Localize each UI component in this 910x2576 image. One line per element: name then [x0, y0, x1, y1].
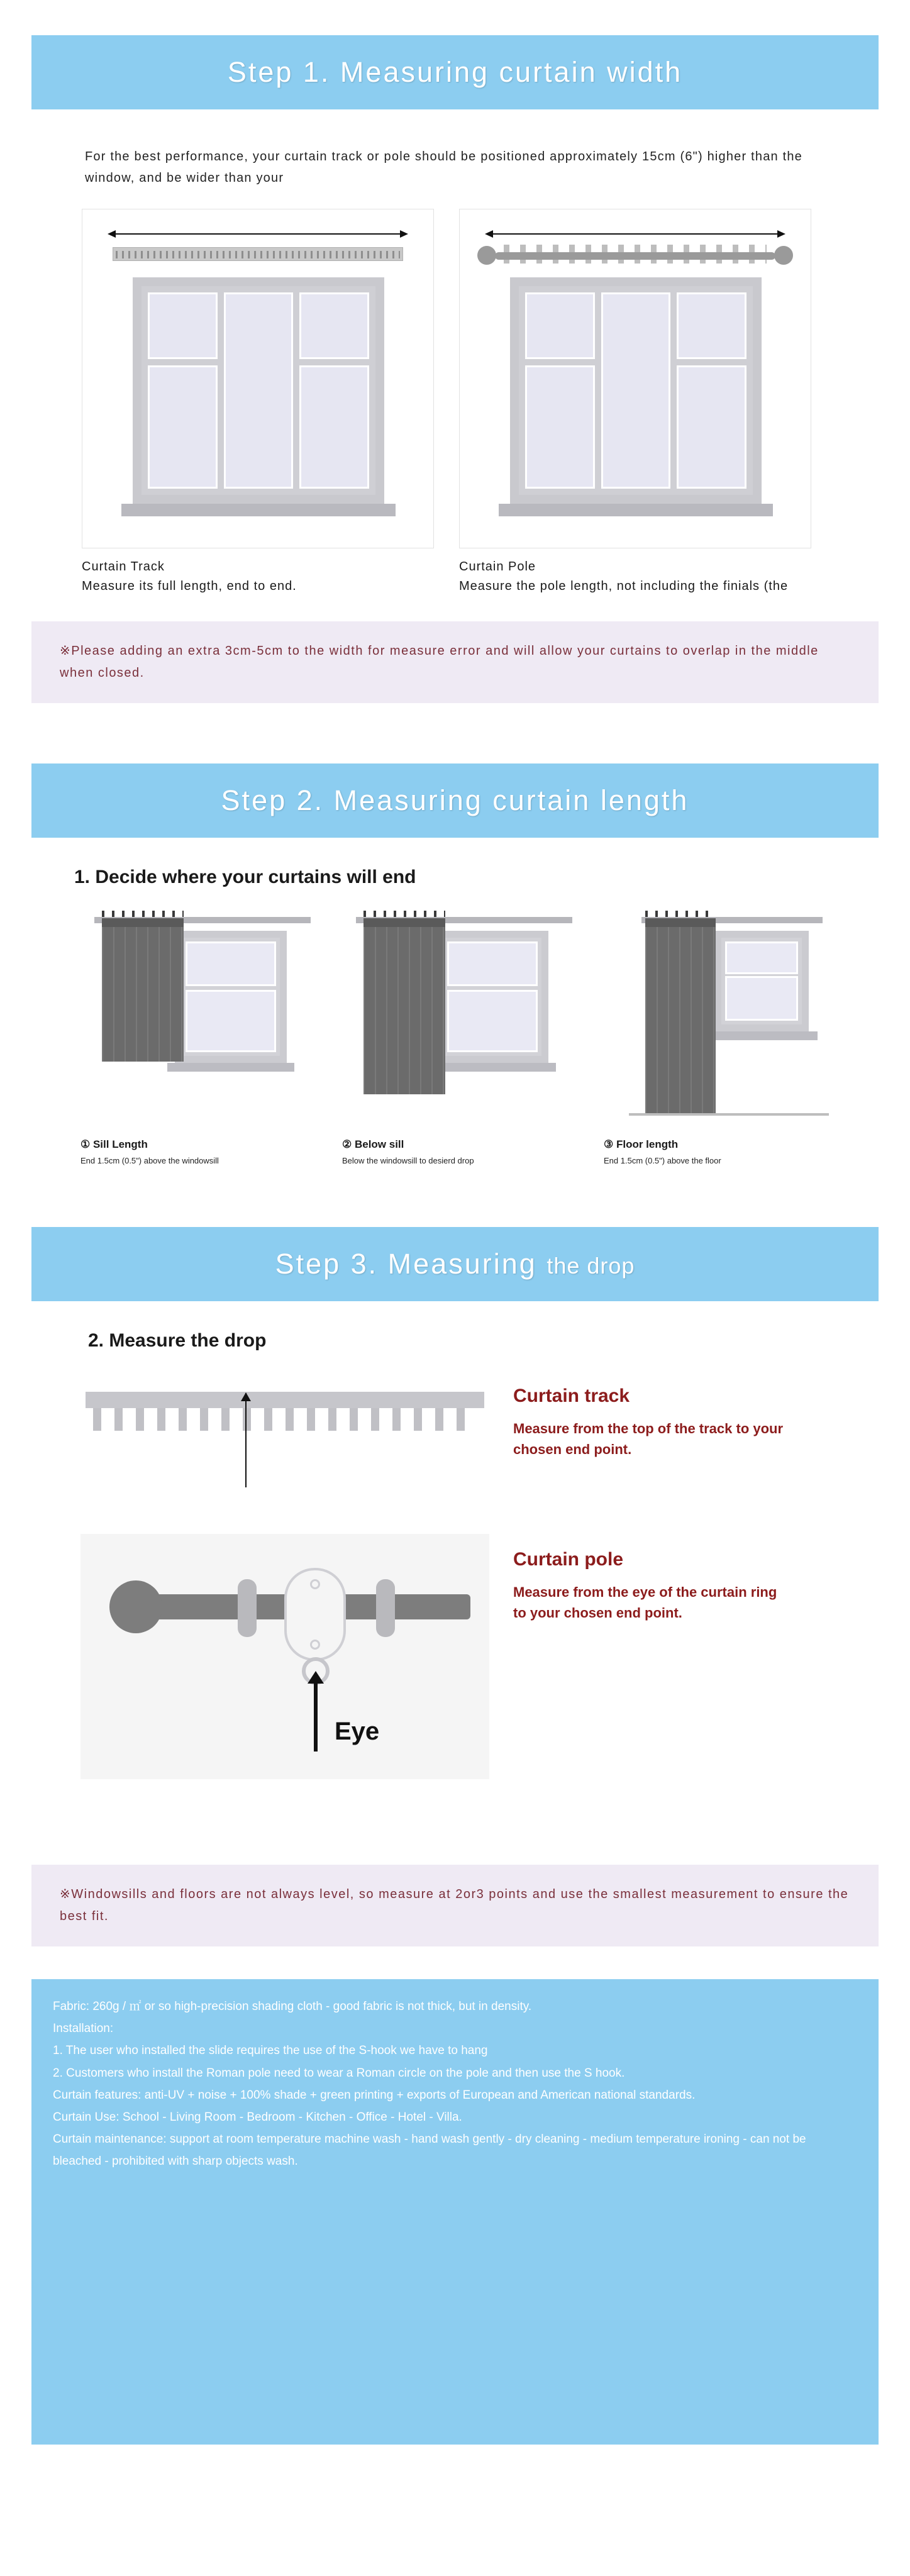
pole-finial-icon	[109, 1580, 162, 1633]
width-arrow-icon	[115, 233, 401, 235]
window-col-right	[299, 292, 369, 489]
width-arrow-icon	[492, 233, 778, 235]
track-drop-text	[513, 1370, 784, 1460]
windowsill-shape	[429, 1063, 556, 1072]
curtain-header-shape	[102, 918, 184, 927]
below-sill-desc: Below the windowsill to desierd drop	[342, 1156, 474, 1165]
windowsill-shape	[121, 504, 396, 516]
windowsill-shape	[707, 1031, 818, 1040]
floor-line-shape	[629, 1113, 829, 1116]
curtain-pole-heading: Curtain pole	[513, 1549, 624, 1570]
spec-line: Curtain features: anti-UV + noise + 100% shade + green printing + exports of European and American national standards.	[53, 2088, 696, 2102]
pole-finial-right-icon	[774, 246, 793, 265]
track-hooks-shape	[116, 251, 400, 258]
curtain-track-window-icon	[82, 209, 434, 548]
curtain-hooks-icon	[102, 911, 184, 917]
sill-length-icon	[80, 906, 325, 1132]
curtain-ring-shape	[376, 1579, 395, 1637]
step1-note: ※Please adding an extra 3cm-5cm to the width for measure error and will allow your curtains to overlap in the middle when closed.	[31, 621, 879, 703]
curtain-track-title: Curtain Track	[82, 560, 165, 574]
window-shape	[175, 931, 287, 1063]
window-col-mid	[601, 292, 671, 489]
step1-diagram-row	[82, 209, 828, 596]
step2-subhead: 1. Decide where your curtains will end	[74, 867, 416, 887]
floor-length-title: ③ Floor length	[604, 1138, 679, 1150]
window-col-left	[148, 292, 218, 489]
curtain-track-desc: Measure its full length, end to end.	[82, 579, 297, 593]
pole-drop-text	[513, 1534, 784, 1623]
bracket-screw-hole	[310, 1579, 320, 1589]
sill-length-card	[80, 906, 325, 1167]
up-arrow-icon	[314, 1682, 318, 1752]
window-pane	[299, 365, 369, 489]
windowsill-shape	[167, 1063, 294, 1072]
below-sill-icon	[342, 906, 586, 1132]
window-shape	[133, 277, 384, 504]
window-pane	[148, 292, 218, 359]
curtain-pole-caption	[459, 557, 811, 596]
spec-line: 2. Customers who install the Roman pole need to wear a Roman circle on the pole and then use the S hook.	[53, 2066, 625, 2080]
curtain-pole-title: Curtain Pole	[459, 560, 536, 574]
curtain-pole-window-icon	[459, 209, 811, 548]
step3-banner-title	[275, 1248, 635, 1280]
step3-banner-sub: the drop	[547, 1253, 635, 1279]
curtain-pole-eye-icon	[80, 1534, 489, 1779]
window-pane	[601, 292, 671, 489]
window-pane	[148, 365, 218, 489]
sill-length-title: ① Sill Length	[80, 1138, 148, 1150]
curtain-track-caption	[82, 557, 434, 596]
window-pane	[447, 941, 538, 986]
curtain-header-shape	[645, 918, 716, 927]
curtain-track-body: Measure from the top of the track to your chosen end point.	[513, 1421, 784, 1458]
window-pane	[299, 292, 369, 359]
down-arrow-icon	[245, 1393, 247, 1487]
spacer-step2	[0, 703, 910, 763]
spec-line: Installation:	[53, 2022, 114, 2036]
window-pane	[677, 365, 746, 489]
window-panes	[519, 286, 753, 495]
spec-line: Curtain maintenance: support at room temperature machine wash - hand wash gently - dry cleaning - medium temperature ironing - can not be bleached - prohibited with sharp objects wash.	[53, 2133, 806, 2168]
curtain-panel-shape	[102, 927, 184, 1062]
spacer-note3	[0, 1779, 910, 1840]
pole-drop-row	[80, 1534, 830, 1779]
floor-length-icon	[604, 906, 848, 1132]
bracket-screw-hole	[310, 1640, 320, 1650]
below-sill-card	[342, 906, 586, 1167]
curtain-pole-desc: Measure the pole length, not including the finials (the	[459, 579, 789, 593]
floor-length-card	[604, 906, 848, 1167]
window-pane	[677, 292, 746, 359]
track-drop-figure	[80, 1370, 489, 1496]
window-col-left	[525, 292, 595, 489]
floor-length-desc: End 1.5cm (0.5") above the floor	[604, 1156, 721, 1165]
curtain-track-card	[82, 209, 434, 596]
spec-line: 1. The user who installed the slide requires the use of the S-hook we have to hang	[53, 2044, 488, 2058]
step3-subhead: 2. Measure the drop	[88, 1330, 267, 1352]
curtain-pole-card	[459, 209, 811, 596]
step2-banner	[31, 763, 879, 838]
window-col-right	[677, 292, 746, 489]
window-pane	[725, 976, 798, 1021]
spacer-step3	[0, 1167, 910, 1227]
track-hooks-shape	[93, 1408, 477, 1431]
step1-banner-title: Step 1. Measuring curtain width	[227, 56, 683, 88]
track-bar-shape	[113, 247, 403, 261]
spec-block	[31, 1979, 879, 2445]
step1-intro-text: For the best performance, your curtain track or pole should be positioned approximately 15cm (6") higher than the window, and be wider than your	[85, 150, 803, 185]
window-pane	[186, 990, 276, 1052]
window-panes	[141, 286, 375, 495]
step3-note: ※Windowsills and floors are not always level, so measure at 2or3 points and use the smallest measurement to ensure the best fit.	[31, 1865, 879, 1946]
step3-banner	[31, 1227, 879, 1301]
window-shape	[436, 931, 548, 1063]
curtain-track-heading: Curtain track	[513, 1385, 630, 1407]
curtain-ring-shape	[238, 1579, 257, 1637]
windowsill-shape	[499, 504, 773, 516]
window-col-mid	[224, 292, 294, 489]
curtain-hooks-icon	[363, 911, 445, 917]
spec-line: Curtain Use: School - Living Room - Bedroom - Kitchen - Office - Hotel - Villa.	[53, 2110, 462, 2124]
window-pane	[725, 941, 798, 974]
step2-banner-title: Step 2. Measuring curtain length	[221, 784, 689, 816]
window-pane	[186, 941, 276, 986]
pole-bracket-shape	[284, 1568, 346, 1661]
track-rail-shape	[86, 1392, 484, 1408]
step2-diagram-row	[80, 906, 830, 1167]
pole-drop-figure	[80, 1534, 489, 1779]
track-drop-row	[80, 1370, 830, 1496]
curtain-pole-body: Measure from the eye of the curtain ring to your chosen end point.	[513, 1584, 777, 1621]
pole-finial-left-icon	[477, 246, 496, 265]
below-sill-title: ② Below sill	[342, 1138, 404, 1150]
window-pane	[224, 292, 294, 489]
window-shape	[510, 277, 762, 504]
window-pane	[447, 990, 538, 1052]
sill-length-desc: End 1.5cm (0.5") above the windowsill	[80, 1156, 219, 1165]
curtain-panel-shape	[363, 927, 445, 1094]
curtain-panel-shape	[645, 927, 716, 1113]
curtain-header-shape	[363, 918, 445, 927]
window-pane	[525, 292, 595, 359]
window-pane	[525, 365, 595, 489]
eye-label: Eye	[335, 1718, 380, 1746]
spec-line: Fabric: 260g / ㎡ or so high-precision shading cloth - good fabric is not thick, but in density.	[53, 2000, 532, 2014]
step3-banner-main: Step 3. Measuring	[275, 1248, 537, 1280]
curtain-track-drop-icon	[80, 1370, 489, 1496]
pole-bar-shape	[495, 252, 775, 260]
window-shape	[714, 931, 809, 1031]
spacer-top	[0, 0, 910, 35]
step1-banner	[31, 35, 879, 109]
curtain-hooks-icon	[645, 911, 716, 917]
